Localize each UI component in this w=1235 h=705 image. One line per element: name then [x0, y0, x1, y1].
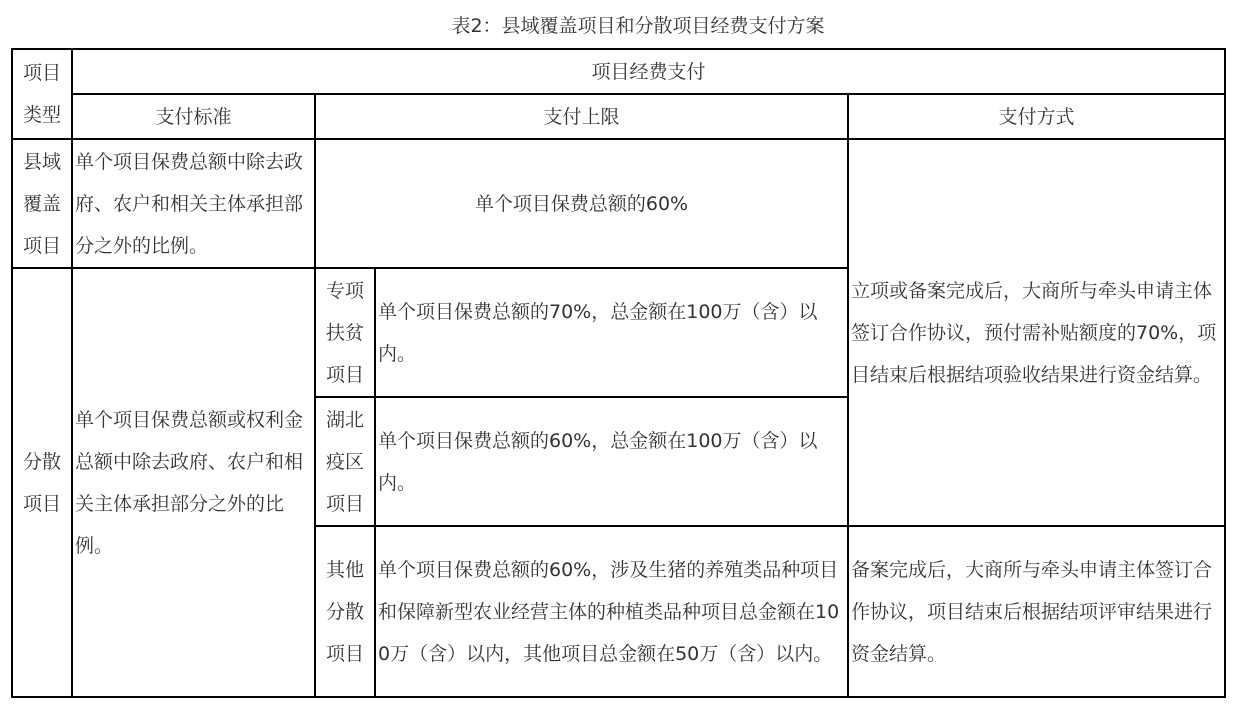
subtype-other-dispersed: 其他分散项目: [315, 526, 375, 697]
dispersed-project-type: 分散项目: [12, 268, 72, 697]
county-payment-standard: 单个项目保费总额中除去政府、农户和相关主体承担部分之外的比例。: [72, 139, 315, 268]
header-payment-standard: 支付标准: [72, 94, 315, 139]
subtype-hubei-epidemic: 湖北疫区项目: [315, 397, 375, 526]
county-project-type: 县域覆盖项目: [12, 139, 72, 268]
subtype-poverty-alleviation: 专项扶贫项目: [315, 268, 375, 397]
header-funding-payment: 项目经费支付: [72, 49, 1225, 94]
county-payment-limit: 单个项目保费总额的60%: [315, 139, 848, 268]
header-project-type: 项目类型: [12, 49, 72, 139]
payment-method-filing: 备案完成后，大商所与牵头申请主体签订合作协议，项目结束后根据结项评审结果进行资金结算。: [848, 526, 1225, 697]
limit-hubei-epidemic: 单个项目保费总额的60%，总金额在100万（含）以内。: [375, 397, 848, 526]
limit-other-dispersed: 单个项目保费总额的60%，涉及生猪的养殖类品种项目和保障新型农业经营主体的种植类品种项目总金额在100万（含）以内，其他项目总金额在50万（含）以内。: [375, 526, 848, 697]
header-payment-method: 支付方式: [848, 94, 1225, 139]
payment-method-prepay: 立项或备案完成后，大商所与牵头申请主体签订合作协议，预付需补贴额度的70%，项目结束后根据结项验收结果进行资金结算。: [848, 139, 1225, 526]
table-caption: 表2：县域覆盖项目和分散项目经费支付方案: [451, 15, 825, 37]
limit-poverty-alleviation: 单个项目保费总额的70%，总金额在100万（含）以内。: [375, 268, 848, 397]
dispersed-payment-standard: 单个项目保费总额或权利金总额中除去政府、农户和相关主体承担部分之外的比例。: [72, 268, 315, 697]
payment-plan-table: [11, 48, 1226, 698]
header-payment-limit: 支付上限: [315, 94, 848, 139]
